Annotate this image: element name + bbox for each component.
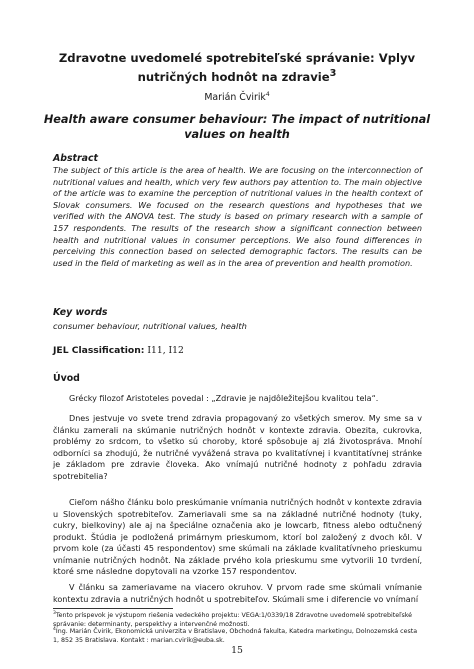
footnote-marker: 4 — [53, 627, 56, 632]
paper-title-en: Health aware consumer behaviour: The impact of nutritional values on health — [43, 113, 431, 141]
jel-codes: I11, I12 — [147, 345, 184, 356]
paragraph-text: Grécky filozof Aristoteles povedal : „Zdravie je najdôležitejšou kvalitou tela“. — [69, 394, 379, 403]
footnote-text: Tento príspevok je výstupom riešenia vedeckého projektu: VEGA:1/0339/18 Zdravotne uvedomelé spotrebiteľské správanie: determinanty, perspektívy a intervenčné možnosti. — [53, 612, 413, 628]
footnote — [53, 626, 422, 645]
paragraph-text: V článku sa zameriavame na viacero okruhov. V prvom rade sme skúmali vnímanie kontextu zdravia a nutričných hodnôt u spotrebiteľov. Skúmali sme i diferencie vo vnímaní — [53, 583, 422, 604]
keywords-heading: Key words — [53, 307, 108, 318]
jel-label: JEL Classification: — [53, 345, 145, 356]
intro-paragraph — [53, 582, 422, 605]
intro-paragraph — [53, 413, 422, 482]
footnote-marker: 3 — [53, 611, 56, 616]
intro-paragraph — [53, 393, 422, 405]
paper-title-sk — [40, 51, 434, 85]
paper-title-sk-text: Zdravotne uvedomelé spotrebiteľské správanie: Vplyv nutričných hodnôt na zdravie — [58, 51, 416, 84]
intro-paragraph — [53, 497, 422, 578]
title-footnote-marker: 3 — [329, 68, 337, 79]
intro-heading: Úvod — [53, 373, 80, 384]
footnote-text: Ing. Marián Čvirik, Ekonomická univerzita v Bratislave, Obchodná fakulta, Katedra marketingu, Dolnozemská cesta 1, 852 35 Bratislava. Kontakt : marian.cvirik@euba.sk. — [53, 628, 418, 644]
abstract-text: The subject of this article is the area of health. We are focusing on the interconnection of nutritional values and health, which very few authors pay attention to. The main objective of the article was to examine the perception of nutritional values in the health context of Slovak consumers. We focused on the research questions and hypotheses that we verified with the ANOVA test. The study is based on primary research with a sample of 157 respondents. The results of the research show a significant connection between health and nutritional values in consumer perceptions. We also found differences in perceiving this connection based on selected demographic factors. The results can be used in the field of marketing as well as in the area of prevention and health promotion. — [53, 165, 422, 268]
footnote-divider — [53, 608, 173, 609]
keywords-text: consumer behaviour, nutritional values, health — [53, 321, 247, 331]
abstract-heading: Abstract — [53, 153, 99, 164]
paragraph-text: Cieľom nášho článku bolo preskúmanie vnímania nutričných hodnôt v kontexte zdravia u Slovenských spotrebiteľov. Zameriavali sme sa na základné nutričné hodnoty (tuky, cukry, bielkoviny) ale aj na špeciálne označenia ako je lowcarb, fitness alebo odtučnený produkt. Štúdia je podložená primárnym prieskumom, ktorí bol založený z dvoch kôl. V prvom kole (za účasti 45 respondentov) sme skúmali na základe kvalitatívneho prieskumu vnímanie nutričných hodnôt. Na základe prvého kola prieskumu sme vytvorili 10 tvrdení, ktoré sme následne dopytovali na vzorke 157 respondentov. — [53, 498, 422, 576]
author-footnote-marker: 4 — [265, 91, 270, 98]
author-line — [40, 91, 434, 103]
author-name: Marián Čvirik — [204, 92, 266, 104]
jel-classification — [53, 345, 184, 356]
page-number: 15 — [231, 645, 243, 656]
paragraph-text: Dnes jestvuje vo svete trend zdravia propagovaný zo všetkých smerov. My sme sa v článku zamerali na skúmanie nutričných hodnôt v kontexte zdravia. Obezita, cukrovka, problémy zo srdcom, to všetko sú choroby, ktoré spôsobuje aj zlá životospráva. Mnohí odborníci sa zhodujú, že nutričné vyvážená strava po kvalitatívnej i kvantitatívnej stránke je základom pre zdravie človeka. Ako vnímajú nutričné hodnoty z pohľadu zdravia spotrebitelia? — [53, 414, 422, 481]
